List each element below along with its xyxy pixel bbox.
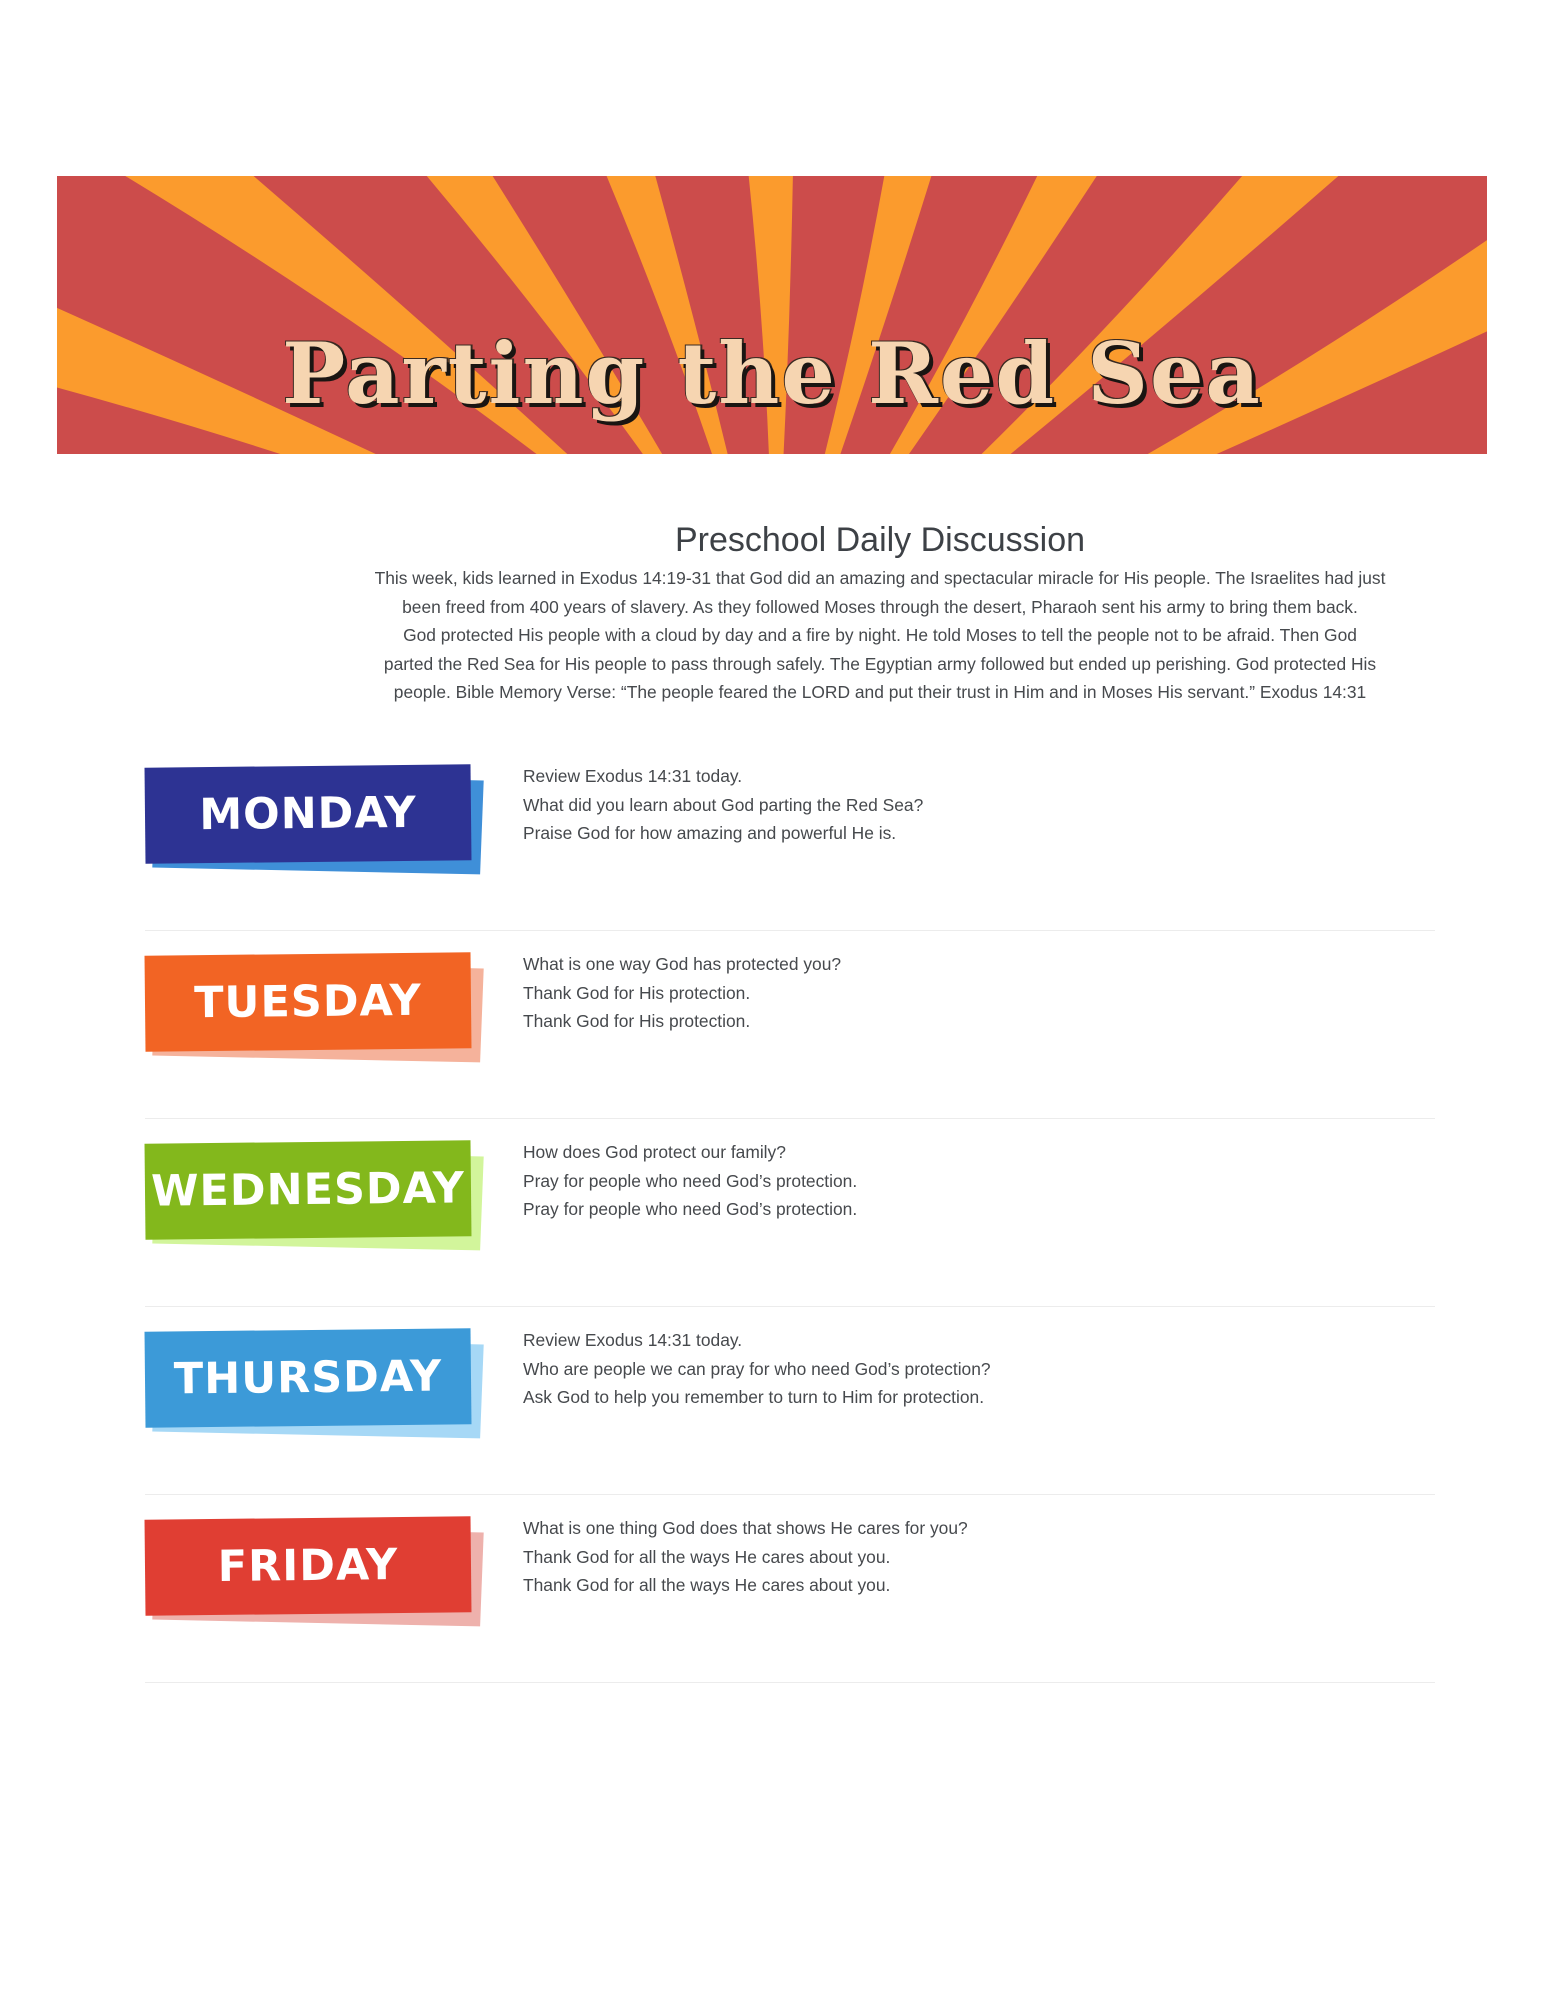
day-tag-friday xyxy=(145,1518,485,1626)
day-label: WEDNESDAY xyxy=(145,1140,472,1239)
prompt-line: Ask God to help you remember to turn to Him for protection. xyxy=(523,1387,985,1407)
intro-line: people. Bible Memory Verse: “The people feared the LORD and put their trust in Him and in Moses His servant.” Exodus 14:31 xyxy=(393,682,1367,702)
day-tag-monday xyxy=(145,766,485,874)
prompt-line: How does God protect our family? xyxy=(523,1142,786,1162)
header-banner xyxy=(57,176,1487,454)
prompt-line: Pray for people who need God’s protection. xyxy=(523,1199,858,1219)
banner-title: Parting the Red Sea xyxy=(282,324,1262,423)
day-tag-wednesday xyxy=(145,1142,485,1250)
day-label: THURSDAY xyxy=(145,1328,472,1427)
day-row-monday xyxy=(145,742,1435,931)
day-label: MONDAY xyxy=(145,764,472,863)
day-label: TUESDAY xyxy=(145,952,472,1051)
day-prompts xyxy=(523,950,841,1036)
intro-line: parted the Red Sea for His people to pass through safely. The Egyptian army followed but ended up perishing. God protected His xyxy=(383,653,1377,674)
day-tag-tuesday xyxy=(145,954,485,1062)
prompt-line: Praise God for how amazing and powerful He is. xyxy=(523,823,897,843)
intro-paragraph xyxy=(370,564,1390,707)
day-tag-thursday xyxy=(145,1330,485,1438)
prompt-line: Thank God for His protection. xyxy=(523,982,751,1003)
prompt-line: Review Exodus 14:31 today. xyxy=(523,766,743,786)
intro-line: God protected His people with a cloud by day and a fire by night. He told Moses to tell the people not to be afraid. Then God xyxy=(403,625,1357,645)
day-row-tuesday xyxy=(145,930,1435,1119)
day-row-wednesday xyxy=(145,1118,1435,1307)
prompt-line: Thank God for all the ways He cares about you. xyxy=(523,1575,891,1595)
prompt-line: Who are people we can pray for who need God’s protection? xyxy=(523,1358,991,1379)
day-prompts xyxy=(523,762,923,848)
prompt-line: Review Exodus 14:31 today. xyxy=(523,1330,743,1350)
day-row-friday xyxy=(145,1494,1435,1683)
page-title: Preschool Daily Discussion xyxy=(674,521,1086,559)
day-row-thursday xyxy=(145,1306,1435,1495)
intro-line: been freed from 400 years of slavery. As they followed Moses through the desert, Pharaoh sent his army to bring them back. xyxy=(402,596,1358,617)
day-prompts xyxy=(523,1514,968,1600)
prompt-line: Pray for people who need God’s protection. xyxy=(523,1170,858,1191)
prompt-line: What is one way God has protected you? xyxy=(523,954,842,974)
prompt-line: What did you learn about God parting the Red Sea? xyxy=(523,794,924,815)
day-prompts xyxy=(523,1138,857,1224)
day-label: FRIDAY xyxy=(145,1516,472,1615)
prompt-line: Thank God for His protection. xyxy=(523,1011,751,1031)
intro-line: This week, kids learned in Exodus 14:19-31 that God did an amazing and spectacular miracle for His people. The Israelites had just xyxy=(374,568,1386,588)
prompt-line: Thank God for all the ways He cares about you. xyxy=(523,1546,891,1567)
prompt-line: What is one thing God does that shows He cares for you? xyxy=(523,1518,968,1538)
intro-section xyxy=(370,516,1390,707)
day-prompts xyxy=(523,1326,991,1412)
